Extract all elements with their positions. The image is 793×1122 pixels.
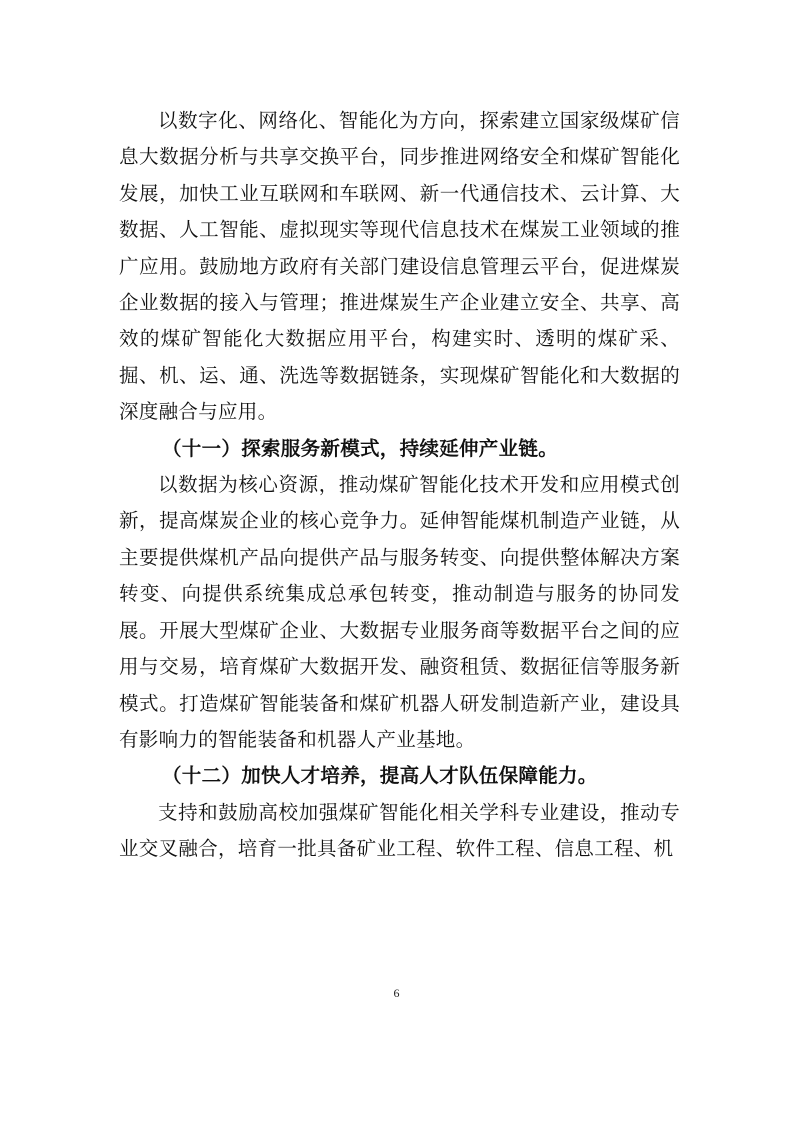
document-body — [119, 103, 680, 868]
paragraph-service-model: 以数据为核心资源，推动煤矿智能化技术开发和应用模式创新，提高煤炭企业的核心竞争力。延伸智能煤机制造产业链，从主要提供煤机产品向提供产品与服务转变、向提供整体解决方案转变、向提供系统集成总承包转变，推动制造与服务的协同发展。开展大型煤矿企业、大数据专业服务商等数据平台之间的应用与交易，培育煤矿大数据开发、融资租赁、数据征信等服务新模式。打造煤矿智能装备和煤矿机器人研发制造新产业，建设具有影响力的智能装备和机器人产业基地。 — [119, 473, 680, 751]
section-heading-12: （十二）加快人才培养，提高人才队伍保障能力。 — [162, 764, 598, 788]
paragraph-talent-training: 支持和鼓励高校加强煤矿智能化相关学科专业建设，推动专业交叉融合，培育一批具备矿业工程、软件工程、信息工程、机 — [119, 800, 680, 861]
paragraph-data-platform: 以数字化、网络化、智能化为方向，探索建立国家级煤矿信息大数据分析与共享交换平台，同步推进网络安全和煤矿智能化发展，加快工业互联网和车联网、新一代通信技术、云计算、大数据、人工智能、虚拟现实等现代信息技术在煤炭工业领域的推广应用。鼓励地方政府有关部门建设信息管理云平台，促进煤炭企业数据的接入与管理；推进煤炭生产企业建立安全、共享、高效的煤矿智能化大数据应用平台，构建实时、透明的煤矿采、掘、机、运、通、洗选等数据链条，实现煤矿智能化和大数据的深度融合与应用。 — [119, 109, 680, 424]
page-number: 6 — [393, 986, 400, 1000]
section-heading-11: （十一）探索服务新模式，持续延伸产业链。 — [162, 436, 559, 460]
